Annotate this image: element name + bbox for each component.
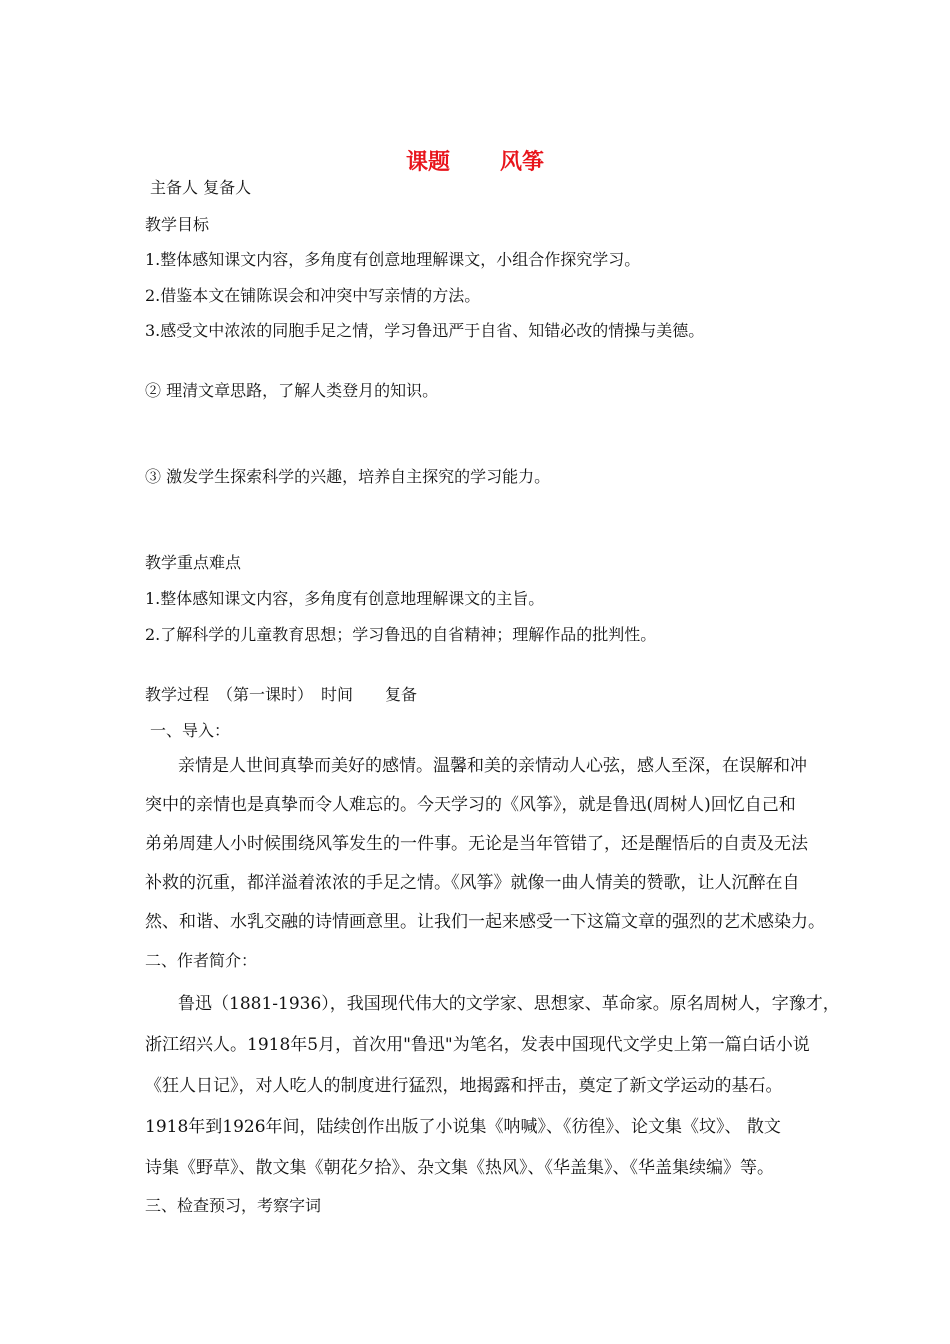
section-heading-author: 二、作者简介：: [145, 951, 258, 970]
author-paragraph-line: 《狂人日记》，对人吃人的制度进行猛烈，地揭露和抨击，奠定了新文学运动的基石。: [145, 1076, 783, 1096]
key-point-item: 2.了解科学的儿童教育思想；学习鲁迅的自省精神；理解作品的批判性。: [145, 625, 657, 644]
intro-paragraph-line: 突中的亲情也是真挚而令人难忘的。今天学习的《风筝》，就是鲁迅(周树人)回忆自己和: [145, 795, 796, 815]
objectives-heading: 教学目标: [145, 215, 210, 234]
objective-circled-item: ② 理清文章思路，了解人类登月的知识。: [145, 381, 439, 400]
section-heading-preview: 三、检查预习，考察字词: [145, 1196, 322, 1215]
intro-paragraph-line: 然、和谐、水乳交融的诗情画意里。让我们一起来感受一下这篇文章的强烈的艺术感染力。: [145, 912, 825, 932]
title-prefix: 课题: [405, 150, 450, 175]
objective-item: 2.借鉴本文在铺陈误会和冲突中写亲情的方法。: [145, 286, 481, 305]
intro-paragraph-line: 补救的沉重，都洋溢着浓浓的手足之情。《风筝》就像一曲人情美的赞歌，让人沉醉在自: [145, 873, 800, 893]
key-points-heading: 教学重点难点: [145, 553, 242, 572]
section-heading-intro: 一、导入：: [150, 721, 231, 740]
intro-paragraph-line: 弟弟周建人小时候围绕风筝发生的一件事。无论是当年管错了，还是醒悟后的自责及无法: [145, 834, 808, 854]
author-paragraph-line: 诗集《野草》、散文集《朝花夕拾》、杂文集《热风》、《华盖集》、《华盖集续编》等。: [145, 1158, 774, 1178]
author-paragraph-line: 1918年到1926年间，陆续创作出版了小说集《呐喊》、《彷徨》、论文集《坟》、 散文: [145, 1117, 781, 1137]
title-name: 风筝: [500, 150, 545, 175]
lesson-title: [0, 150, 950, 176]
objective-circled-item: ③ 激发学生探索科学的兴趣，培养自主探究的学习能力。: [145, 467, 551, 486]
objective-item: 3.感受文中浓浓的同胞手足之情，学习鲁迅严于自省、知错必改的情操与美德。: [145, 321, 705, 340]
key-point-item: 1.整体感知课文内容，多角度有创意地理解课文的主旨。: [145, 589, 545, 608]
process-heading: 教学过程 （第一课时） 时间 复备: [145, 685, 418, 704]
preparers-line: 主备人 复备人: [150, 178, 252, 197]
objective-item: 1.整体感知课文内容，多角度有创意地理解课文，小组合作探究学习。: [145, 250, 641, 269]
author-paragraph-line: 浙江绍兴人。1918年5月，首次用"鲁迅"为笔名，发表中国现代文学史上第一篇白话小说: [145, 1035, 810, 1055]
author-paragraph-line: 鲁迅（1881-1936），我国现代伟大的文学家、思想家、革命家。原名周树人，字豫才，: [178, 994, 840, 1014]
intro-paragraph-line: 亲情是人世间真挚而美好的感情。温馨和美的亲情动人心弦，感人至深，在误解和冲: [178, 756, 807, 776]
